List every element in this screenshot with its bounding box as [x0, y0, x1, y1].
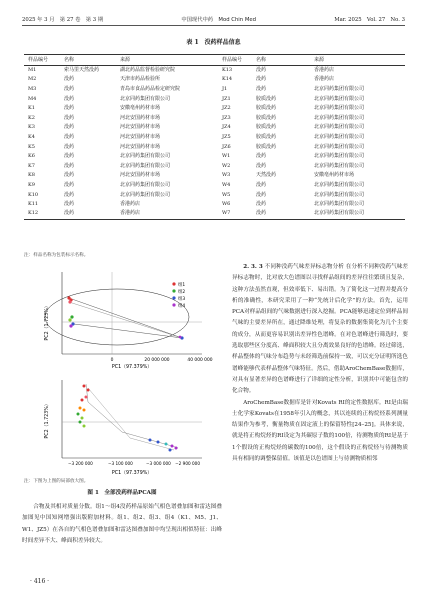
table-cell: 索马里天然没药 — [64, 67, 100, 74]
table-cell: 没药 — [256, 153, 267, 160]
table-row — [24, 171, 405, 181]
section-paragraph — [232, 262, 408, 398]
data-point — [81, 417, 84, 420]
table-cell: 胶质没药 — [256, 133, 277, 140]
table-cell: 没药 — [64, 105, 75, 112]
data-point — [79, 407, 82, 410]
header-right: Mar. 2025 Vol. 27 No. 3 — [334, 16, 405, 23]
table-cell: K7 — [28, 162, 35, 169]
table-cell: 湖北药品监督检验研究院 — [120, 67, 176, 74]
table-cell: 北京同药集团有限公司 — [314, 105, 365, 112]
table-cell: JZ6 — [222, 143, 231, 150]
table-cell: 天津市药品检验所 — [120, 76, 161, 83]
sample-table — [24, 54, 405, 220]
table-cell: 北京同药集团有限公司 — [314, 85, 365, 92]
table-cell: 北京同药集团有限公司 — [120, 95, 171, 102]
pca-plot-a — [44, 272, 213, 370]
table-row — [24, 94, 405, 104]
data-point — [69, 324, 72, 327]
table-cell: K14 — [222, 76, 233, 83]
header-left: 2025 年 3 月 第 27 卷 第 3 期 — [22, 16, 104, 23]
left-column-text — [22, 502, 222, 547]
table-row — [24, 113, 405, 123]
table-cell: JZ5 — [222, 133, 231, 140]
table-cell: 胶质没药 — [256, 105, 277, 112]
table-cell: 香港药店 — [120, 201, 141, 208]
legend-marker — [172, 289, 175, 292]
x-tick: −3 100 000 — [108, 461, 133, 466]
table-row — [24, 161, 405, 171]
figure-caption: 图 1 全部没药样品PCA图 — [87, 490, 157, 496]
table-cell: 天然没药 — [256, 172, 277, 179]
table-cell: 没药 — [64, 153, 75, 160]
table-cell: 北京同药集团有限公司 — [314, 95, 365, 102]
table-header-row — [24, 55, 405, 66]
data-point — [83, 409, 86, 412]
table-cell: 没药 — [64, 85, 75, 92]
table-row — [24, 190, 405, 200]
x-axis-label: PC1（97.379%） — [111, 471, 153, 476]
table-cell: 没药 — [256, 76, 267, 83]
table-cell: 胶质没药 — [256, 124, 277, 131]
table-cell: 没药 — [64, 95, 75, 102]
column-header: 来源 — [314, 56, 325, 63]
section-number: 2. 3. 3 — [243, 264, 263, 270]
data-point — [77, 413, 80, 416]
table-cell: 北京同药集团有限公司 — [314, 210, 365, 217]
group-hull — [69, 302, 182, 338]
data-point — [165, 443, 168, 446]
legend — [172, 281, 185, 309]
table-cell: 北京同药集团有限公司 — [314, 191, 365, 198]
table-row — [24, 142, 405, 152]
table-cell: 没药 — [64, 124, 75, 131]
table-cell: 没药 — [64, 201, 75, 208]
data-point — [149, 439, 152, 442]
table-cell: 香港药店 — [314, 67, 335, 74]
table-cell: W5 — [222, 191, 231, 198]
table-cell: 香港药店 — [120, 210, 141, 217]
legend-marker — [172, 303, 175, 306]
data-point — [79, 421, 82, 424]
table-cell: 河北安国药材市场 — [120, 114, 161, 121]
table-cell: 没药 — [256, 191, 267, 198]
column-header: 来源 — [120, 56, 131, 63]
section-title: 不同种没药气味差异标志物分析 — [264, 264, 344, 270]
data-point — [175, 447, 178, 450]
table-cell: 香港药店 — [314, 76, 335, 83]
table-cell: W3 — [222, 172, 231, 179]
x-axis-label: PC1（97.379%） — [111, 365, 153, 370]
x-tick: −3 200 000 — [68, 461, 93, 466]
table-cell: 没药 — [256, 85, 267, 92]
table-cell: 没药 — [64, 76, 75, 83]
table-row — [24, 104, 405, 114]
column-header: 名称 — [256, 56, 267, 63]
pca-plots — [22, 262, 222, 478]
table-cell: K11 — [28, 201, 39, 208]
table-cell: 安徽亳州药材市场 — [120, 105, 161, 112]
pca-plot-b — [44, 380, 202, 476]
table-cell: JZ4 — [222, 124, 231, 131]
paragraph: 合物及其相对质量分数。组1～组4没药样品原始气相色谱叠加图和雷达图叠加图见中国知网增强出版附加材料。组1、组2、组3、组4（K1、M5、J1、W1、JZ5）在各自的气相色谱叠加图和雷达图叠加图中均呈现出相似特征：出峰时间差异不大、峰面积差异较大。 — [22, 504, 222, 544]
figure-note: 注：下图为上图的局部放大图。 — [24, 479, 89, 484]
table-cell: 北京同药集团有限公司 — [314, 201, 365, 208]
column-header: 样品编号 — [28, 56, 49, 63]
table-cell: 北京同药集团有限公司 — [314, 143, 365, 150]
table-cell: M3 — [28, 85, 37, 92]
table-cell: 北京同药集团有限公司 — [314, 181, 365, 188]
table-cell: W4 — [222, 181, 231, 188]
group-hull — [69, 298, 182, 338]
table-cell: JZ1 — [222, 95, 231, 102]
table-note: 注：样品名称为包装标示名称。 — [24, 253, 89, 258]
table-cell: K13 — [222, 67, 233, 74]
data-point — [179, 336, 182, 339]
table-cell: 没药 — [64, 114, 75, 121]
data-point — [171, 445, 174, 448]
table-cell: 河北安国药材市场 — [120, 133, 161, 140]
header-journal: 中国现代中药 Mod Chin Med — [181, 16, 257, 23]
table-cell: J1 — [222, 85, 228, 92]
table-cell: M4 — [28, 95, 37, 102]
data-point — [68, 318, 71, 321]
table-title: 表 1 没药样品信息 — [186, 39, 241, 46]
table-cell: M1 — [28, 67, 37, 74]
running-header — [22, 14, 405, 26]
table-cell: W2 — [222, 162, 231, 169]
x-tick: −2 900 000 — [175, 461, 200, 466]
legend-label: 组2 — [178, 290, 186, 295]
table-cell: K6 — [28, 153, 35, 160]
table-row — [24, 200, 405, 210]
table-cell: 北京同药集团有限公司 — [120, 191, 171, 198]
paragraph: 在分析不同种没药气味差异标志物时，比对放大色谱图以寻找样品组间的差异往往繁琐且复杂，这种方法虽然直观，但效率低下、易出错。为了简化这一过程并提高分析的准确性，本研究采用了一种“先统计后化学”的方法。首先，运用PCA对样品组间的气味数据进行深入挖掘。PCA能够迅速定位到样品间气味的主要差异所在，通过降维处理，将复杂的数据集简化为几个主要的成分，从而更容易识别出差异性色谱峰。在对色谱峰进行筛选时，要选取那些区分度高、峰面积较大且分离效果良好的色谱峰。经过筛选，样品整体的气味分布趋势与未经筛选前保持一致，可以充分证明所选色谱峰能够代表样品整体气味特征。然后，借助AroChemBase数据库，对具有显著差异的色谱峰进行了详细的定性分析，识别其中可能包含的化合物。 — [232, 264, 409, 395]
data-point — [81, 399, 84, 402]
table-cell: 北京同药集团有限公司 — [314, 133, 365, 140]
table-cell: K9 — [28, 181, 35, 188]
table-cell: W6 — [222, 201, 231, 208]
table-cell: K8 — [28, 172, 35, 179]
x-tick: 40 000 000 — [187, 358, 213, 363]
x-tick: 20 000 000 — [144, 358, 170, 363]
table-cell: 河北安国药材市场 — [120, 172, 161, 179]
table-row — [24, 209, 405, 219]
table-cell: JZ2 — [222, 105, 231, 112]
legend-label: 组4 — [178, 304, 186, 309]
table-cell: K10 — [28, 191, 39, 198]
table-cell: 没药 — [64, 143, 75, 150]
y-axis-label: PC2（1.723%） — [45, 401, 50, 439]
table-cell: 河北安国药材市场 — [120, 143, 161, 150]
table-cell: 北京同药集团有限公司 — [314, 114, 365, 121]
pca-figure — [22, 262, 222, 478]
table-cell: 没药 — [64, 210, 75, 217]
table-cell: 北京同药集团有限公司 — [314, 162, 365, 169]
confidence-ellipse — [45, 289, 189, 345]
table-cell: 胶质没药 — [256, 95, 277, 102]
data-point — [83, 425, 86, 428]
paragraph: AroChemBase数据库是针对Kovats RI的定性数据库。RI是由瑞士化学家Kovats在1958年引入的概念，其以连续的正构烷烃系列测量结果作为参考，衡量物质在固定液上的保留特性[24–25]。具体来说，就是将正构烷烃的RI设定为其碳原子数的100倍，待测物质的RI是基于1个假设的正构烷烃的碳数的100倍，这个假设的正构烷烃与待测物质具有相同的调整保留值。该值是以色谱图上与待测物质相邻 — [232, 399, 408, 463]
column-header: 样品编号 — [222, 56, 243, 63]
table-cell: 安徽亳州药材市场 — [314, 172, 355, 179]
table-cell: 北京同药集团有限公司 — [120, 162, 171, 169]
table-cell: 没药 — [64, 172, 75, 179]
table-cell: 没药 — [64, 133, 75, 140]
table-cell: 北京同药集团有限公司 — [120, 181, 171, 188]
table-cell: M2 — [28, 76, 37, 83]
table-cell: K12 — [28, 210, 39, 217]
data-point — [87, 389, 90, 392]
table-row — [24, 123, 405, 133]
table-row — [24, 152, 405, 162]
table-cell: 没药 — [256, 210, 267, 217]
table-cell: 没药 — [64, 181, 75, 188]
table-cell: K3 — [28, 124, 35, 131]
table-cell: K4 — [28, 133, 35, 140]
table-row — [24, 85, 405, 95]
table-cell: 北京同药集团有限公司 — [314, 124, 365, 131]
data-point — [169, 449, 172, 452]
group-hull — [88, 388, 174, 450]
table-cell: 北京同药集团有限公司 — [120, 153, 171, 160]
table-cell: 没药 — [64, 162, 75, 169]
table-cell: JZ3 — [222, 114, 231, 121]
x-tick: −3 000 000 — [146, 461, 171, 466]
x-tick: 0 — [110, 358, 114, 363]
table-cell: 没药 — [64, 191, 75, 198]
table-row — [24, 66, 405, 76]
table-cell: 胶质没药 — [256, 143, 277, 150]
table-cell: K5 — [28, 143, 35, 150]
table-cell: 没药 — [256, 67, 267, 74]
legend-label: 组3 — [178, 297, 186, 302]
right-column-text — [232, 262, 408, 465]
legend-label: 组1 — [178, 283, 186, 288]
table-body — [24, 66, 405, 220]
legend-marker — [172, 296, 175, 299]
legend-marker — [172, 282, 175, 285]
table-cell: 北京同药集团有限公司 — [314, 153, 365, 160]
data-point — [70, 315, 73, 318]
column-header: 名称 — [64, 56, 75, 63]
data-point — [157, 441, 160, 444]
table-cell: 青岛市食品药品检定研究院 — [120, 85, 181, 92]
table-cell: 胶质没药 — [256, 114, 277, 121]
table-cell: 河北安国药材市场 — [120, 124, 161, 131]
data-point — [85, 396, 88, 399]
page-number: · 416 · — [30, 578, 50, 585]
table-cell: 没药 — [256, 162, 267, 169]
table-cell: K2 — [28, 114, 35, 121]
table-row — [24, 133, 405, 143]
data-point — [68, 300, 71, 303]
table-cell: 没药 — [256, 181, 267, 188]
data-point — [83, 385, 86, 388]
table-cell: W1 — [222, 153, 231, 160]
table-row — [24, 181, 405, 191]
table-cell: 没药 — [256, 201, 267, 208]
y-axis-label: PC2（1.723%） — [45, 303, 50, 341]
table-row — [24, 75, 405, 85]
table-cell: W7 — [222, 210, 231, 217]
table-cell: K1 — [28, 105, 35, 112]
